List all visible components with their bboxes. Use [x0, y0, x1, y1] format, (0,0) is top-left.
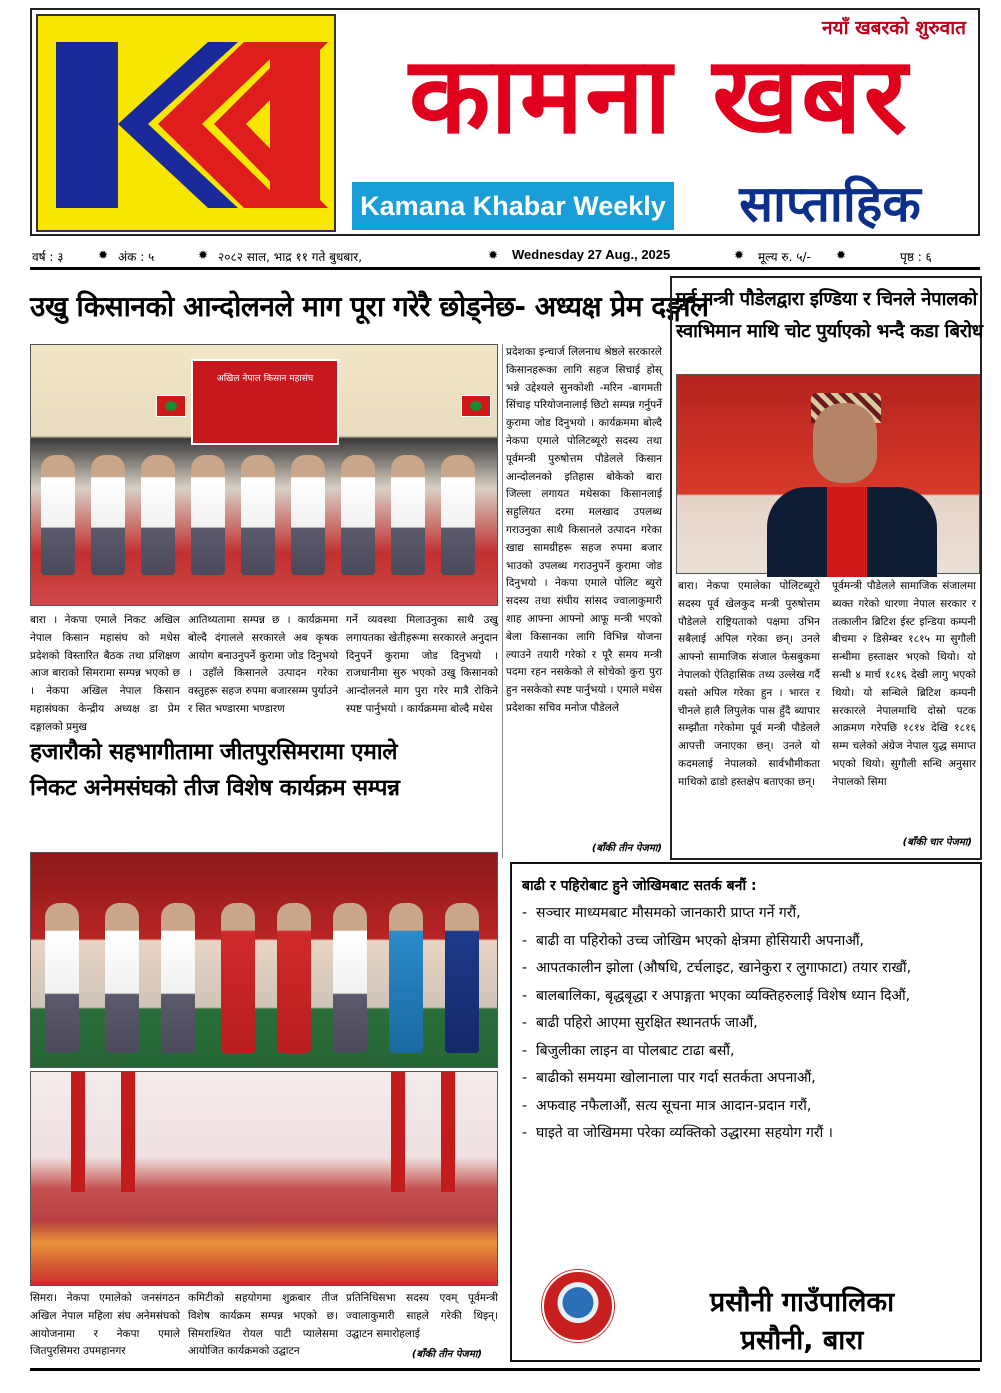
person-figure	[341, 455, 375, 575]
article2-continued-note: (बाँकी तीन पेजमा)	[411, 1349, 482, 1360]
person-figure	[291, 455, 325, 575]
article2-headline	[30, 734, 504, 806]
kk-logo-icon	[36, 14, 336, 232]
separator-star-icon: ✹	[198, 248, 209, 262]
list-item: - बाढीको समयमा खोलानाला पार गर्दा सतर्कता अपनाऔं,	[522, 1070, 816, 1086]
flood-safety-notice	[510, 862, 982, 1362]
issue-info-bar	[30, 242, 980, 270]
list-item: - बिजुलीका लाइन वा पोलबाट टाढा बसौं,	[522, 1042, 735, 1059]
list-item: - अफवाह नफैलाऔं, सत्य सूचना मात्र आदान-प्रदान गरौं,	[522, 1097, 812, 1114]
article1-continued-note: (बाँकी तीन पेजमा)	[591, 843, 662, 854]
person-figure	[333, 903, 367, 1053]
masthead	[30, 8, 980, 236]
article3-headline-line2: स्वाभिमान माथि चोट पुर्याएको भन्दै कडा बिरोध	[676, 321, 983, 342]
person-figure	[241, 455, 275, 575]
article3-headline	[676, 284, 983, 348]
list-item: - आपतकालीन झोला (औषधि, टर्चलाइट, खानेकुरा र लुगाफाटा) तयार राखौं,	[522, 960, 912, 976]
list-item: - घाइते वा जोखिममा परेका व्यक्तिको उद्धारमा सहयोग गरौं ।	[522, 1125, 833, 1141]
page-number: पृष्ठ : ६	[900, 250, 932, 264]
person-figure	[389, 903, 423, 1053]
article2-headline-line2: निकट अनेमसंघको तीज विशेष कार्यक्रम सम्पन्न	[30, 775, 400, 801]
page-bottom-rule	[30, 1368, 980, 1371]
municipality-emblem-icon	[542, 1270, 614, 1342]
hall-pillar	[71, 1072, 85, 1192]
flag-icon	[156, 395, 186, 417]
meeting-banner: अखिल नेपाल किसान महासंघ	[191, 359, 339, 445]
list-item: - बालबालिका, बृद्धबृद्धा र अपाङ्गता भएका व्यक्तिहरुलाई विशेष ध्यान दिऔं,	[522, 987, 911, 1004]
person-figure	[45, 903, 79, 1053]
newspaper-title: कामना खबर	[408, 34, 910, 157]
article3-headline-line1: पुर्व मन्त्री पौडेलद्वारा इण्डिया र चिनले नेपालको	[676, 289, 978, 310]
person-figure	[441, 455, 475, 575]
article2-headline-line1: हजारौको सहभागीतामा जीतपुरसिमरामा एमाले	[30, 739, 398, 765]
teej-event-stage-photo	[30, 852, 498, 1068]
hall-pillar	[121, 1072, 135, 1192]
notice-list	[522, 900, 977, 1148]
article1-column-2: आतिथ्यतामा सम्पन्न छ । कार्यक्रममा बोल्दै दंगालले सरकारले अब कृषक आयोग बनाउनुपर्ने कुरामा जोड दिनुभयो । उहाँले किसानले उत्पादन गरेका वस्तुहरू सहज रुपमा बजारसम्म पुर्याउने र सित भण्डारमा भण्डारण	[188, 614, 338, 715]
article2-column-2: कमिटीको सहयोगमा शुक्रबार तीज विशेष कार्यक्रम सम्पन्न भएको छ। सिमराश्थित रोयल पाटी प्यालेसमा आयोजित कार्यक्रमको उद्घाटन	[188, 1292, 338, 1358]
person-figure	[41, 455, 75, 575]
flag-icon	[461, 395, 491, 417]
issue-number: अंक : ५	[118, 250, 155, 264]
separator-star-icon: ✹	[98, 248, 109, 262]
newspaper-title-english: Kamana Khabar Weekly	[352, 182, 674, 230]
masthead-tagline: नयाँ खबरको शुरुवात	[822, 17, 966, 39]
speaker-figure	[767, 403, 937, 575]
article2-column-3: प्रतिनिधिसभा सदस्य एवम् पूर्वमन्त्री ज्वालाकुमारी साहले गरेकी थिइन्। उद्घाटन समारोहलाई	[346, 1292, 498, 1340]
person-figure	[161, 903, 195, 1053]
article1-column-3: गर्ने व्यवस्था मिलाउनुका साथै उखु लगायतका खेतीहरूमा सरकारले अनुदान दिनुपर्ने कुरामा जोड दिनुभयो । राजधानीमा सुरु भएको उखु किसानको आन्दोलनले माग पुरा गरेर मात्रै रोकिने स्पष्ट पार्नुभयो । कार्यक्रममा बोल्दै मधेस	[346, 614, 498, 715]
teej-event-crowd-photo	[30, 1071, 498, 1286]
article1-column-4: प्रदेशका इन्चार्ज लिलनाथ श्रेष्ठले सरकारले किसानहरूका लागि सहज सिचाई होस् भन्ने उद्देश्यले सुनकोशी -मरिन -बागमती सिंचाइ परियोजनालाई छिटो सम्पन्न गर्नुपर्ने कुरामा जोड दिनुभयो । कार्यक्रममा बोल्दै नेकपा एमाले पोलिटब्यूरो सदस्य तथा पूर्वमन्त्री पुरुषोत्तम पौडेलले किसान आन्दोलनको इतिहास बोकेको बारा जिल्ला लगायत मधेसका किसानलाई सहुलियत दरमा मलखाद उपलब्ध गराउनुका साथै किसानले उत्पादन गरेका खाद्य सामग्रीहरू सहज रुपमा बजार भाउको उपलब्ध गराउनुपर्ने कुरामा जोड दिनुभयो । नेकपा एमाले पोलिट ब्युरो सदस्य तथा संघीय सांसद ज्वालाकुमारी शाह आफ्ना आफ्नो आफू मन्त्री भएको बेला किसानका लागि विभिन्न योजना ल्याउने तयारी गरेको र पूरै समय मन्त्री पदमा रहन नसकेको ले सोचेको कुरा पुरा हुन नसकेको स्पष्ट पार्नुभयो । एमाले मधेस प्रदेशका सचिव मनोज पौडेलले	[506, 346, 662, 714]
hall-pillar	[441, 1072, 455, 1192]
article1-headline: उखु किसानको आन्दोलनले माग पूरा गरेरै छोड्नेछ- अध्यक्ष प्रेम दङ्गाल	[30, 290, 709, 323]
hall-pillar	[391, 1072, 405, 1192]
separator-star-icon: ✹	[488, 248, 499, 262]
person-figure	[191, 455, 225, 575]
price: मूल्य रु. ५/-	[758, 250, 811, 264]
date-english: Wednesday 27 Aug., 2025	[512, 247, 671, 262]
article3-column-2: पूर्वमन्त्री पौडेलले सामाजिक संजालमा ब्यक्त गरेको धारणा नेपाल सरकार र तत्कालीन ब्रिटिश ईस्ट इन्डिया कम्पनी बीचमा २ डिसेम्बर १८१५ मा सुगौली सन्धीमा हस्ताक्षर भएको थियो। यो सन्धी ४ मार्च १८१६ देखी लागु भएको थियो। यो सन्धिले ब्रिटिश कम्पनी सरकारले नेपालमाथि दोस्रो पटक आक्रमण गरेपछि १८१४ देखि १८१६ सम्म चलेको अंग्रेज नेपाल युद्ध समाप्त भएको थियो। सुगौली सन्धि अनुसार नेपालको सिमा	[832, 580, 976, 788]
person-figure	[221, 903, 255, 1053]
article3-column-1: बारा। नेकपा एमालेका पोलिटब्यूरो सदस्य पूर्व खेलकुद मन्त्री पुरुषोत्तम पौडेलले राष्ट्रियताको पक्षमा उभिन सबैलाई अपिल गरेका छन्। उनले आफ्नो सामाजिक संजाल फेसबुकमा नेपालको ऐतिहासिक तथ्य उल्लेख गर्दै यस्तो अपिल गरेका हुन । भारत र चीनले हालै लिपुलेक पास हुँदै ब्यापार सम्झौता गरेकोमा पूर्व मन्त्री पौडेलले आपत्ती जनाएका छन्। उनले यो कदमलाई नेपालको सार्वभौमीकता माथिको ढाडो हस्तक्षेप बताएका छन्।	[678, 580, 820, 788]
article3-continued-note: (बाँकी चार पेजमा)	[902, 837, 972, 848]
separator-star-icon: ✹	[734, 248, 745, 262]
person-figure	[105, 903, 139, 1053]
paudel-speech-photo	[676, 374, 980, 574]
list-item: - बाढी पहिरो आएमा सुरक्षित स्थानतर्फ जाऔं,	[522, 1015, 758, 1031]
person-figure	[91, 455, 125, 575]
person-figure	[391, 455, 425, 575]
person-figure	[277, 903, 311, 1053]
list-item: - सञ्चार माध्यमबाट मौसमको जानकारी प्राप्त गर्ने गरौं,	[522, 905, 801, 921]
separator-star-icon: ✹	[836, 248, 847, 262]
date-nepali: २०८२ साल, भाद्र ११ गते बुधबार,	[218, 250, 363, 264]
volume-number: वर्ष : ३	[32, 250, 64, 264]
article2-column-1: सिमरा। नेकपा एमालेको जनसंगठन अखिल नेपाल महिला संघ अनेमसंघको आयोजनामा र नेकपा एमाले जितपुरसिमरा उपमहानगर	[30, 1292, 180, 1358]
municipality-name: प्रसौनी गाउँपालिका	[709, 1287, 895, 1318]
person-figure	[141, 455, 175, 575]
list-item: - बाढी वा पहिरोको उच्च जोखिम भएको क्षेत्रमा होसियारी अपनाऔं,	[522, 932, 864, 949]
person-figure	[445, 903, 479, 1053]
notice-title: बाढी र पहिरोबाट हुने जोखिमबाट सतर्क बनौं :	[522, 878, 757, 894]
kisan-meeting-photo	[30, 344, 498, 606]
weekly-label: साप्ताहिक	[739, 175, 921, 233]
municipality-address: प्रसौनी, बारा	[740, 1325, 864, 1356]
article1-column-1: बारा । नेकपा एमाले निकट अखिल नेपाल किसान महासंघ को मधेस प्रदेशको विस्तारित बैठक तथा प्रशिक्षण आज बाराको सिमरामा सम्पन्न भएको छ । नेकपा अखिल नेपाल किसान महासंघका केन्द्रीय अध्यक्ष डा प्रेम दङ्गालको प्रमुख	[30, 614, 180, 733]
